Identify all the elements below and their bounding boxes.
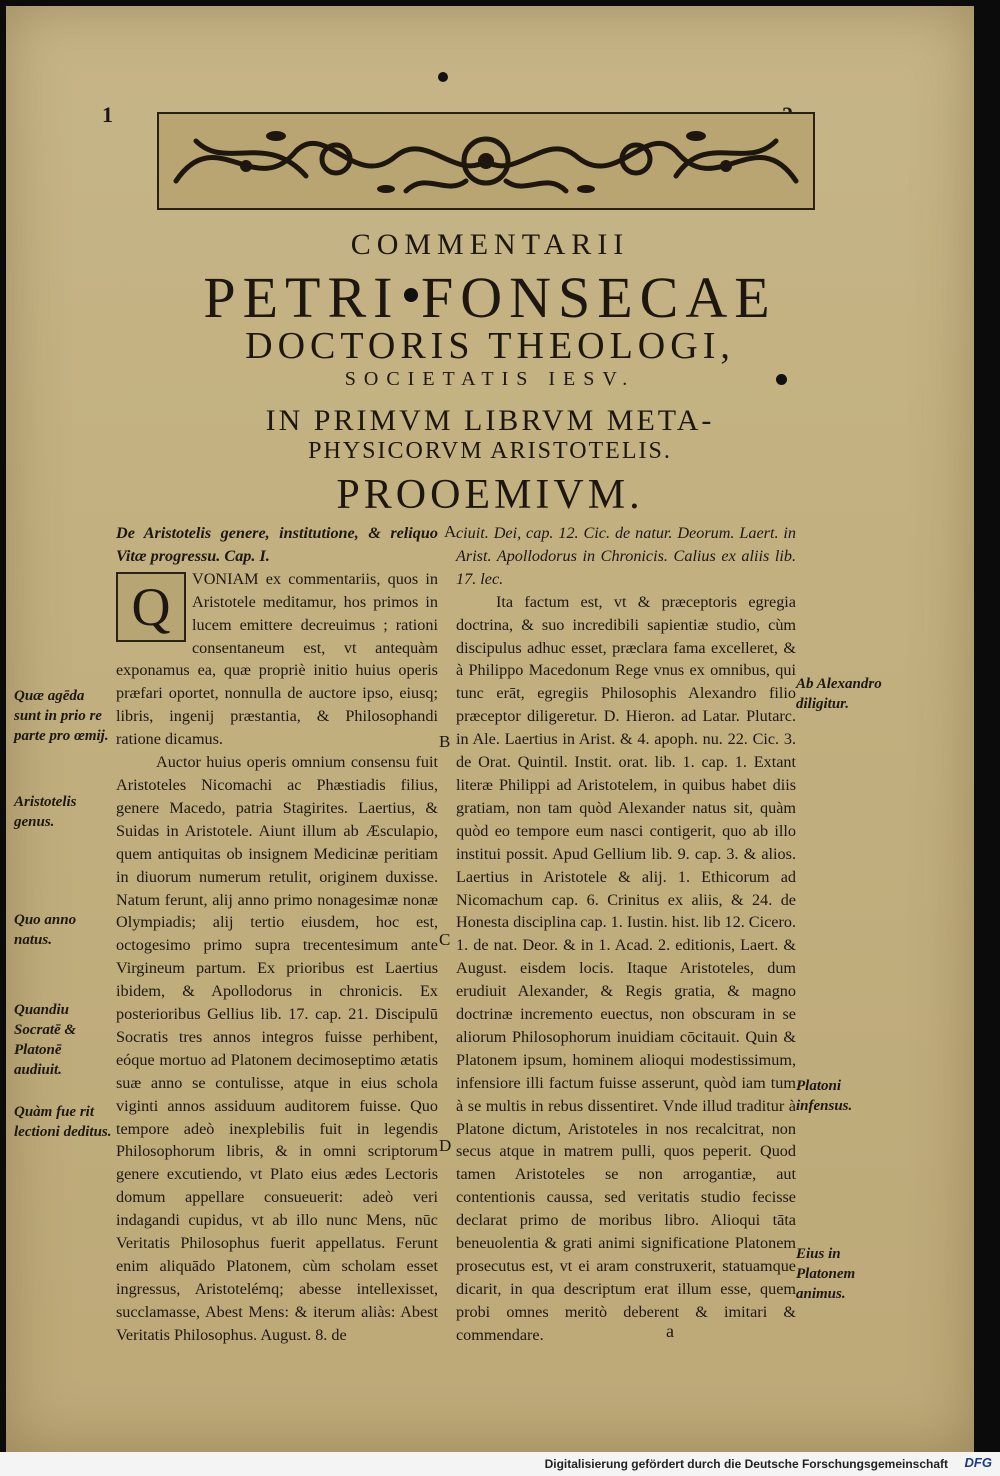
left-text-column xyxy=(116,522,438,1347)
title-author: PETRI FONSECAE xyxy=(203,265,777,330)
chapter-heading: De Aristotelis genere, institutione, & reliquo Vitæ progressu. Cap. I. xyxy=(116,524,438,565)
margin-note: Aristotelis genus. xyxy=(14,794,77,830)
right-text-column xyxy=(456,522,796,1347)
title-prooemium: PROOEMIVM. xyxy=(336,472,644,518)
paragraph: Ita factum est, vt & præceptoris egregia doctrina, & suo incredibili sapientiæ studio, cùm discipulus adhuc esset, præclara fama excelleret, & à Philippo Macedonum Rege vnus ex omnibus, qui tunc erāt, egregiis Philosophis Alexandro filio præceptor diligeretur. D. Hieron. ad Latar. Plutarc. in Ale. Laertius in Arist. & 4. apoph. nu. 22. Cic. 3. de Orat. Quintil. Instit. orat. lib. 1. cap. 1. Extant literæ Philippi ad Aristotelem, in quibus habet diis gratiam, non tam quòd Alexander natus sit, quàm quòd eo tempore eum nasci contigerit, quo ab illo institui possit. Apud Gellium lib. 9. cap. 3. & alios. Laertius in Aristotele & alij. 1. Ethicorum ad Nicomachum cap. 6. Crinitus ex aliis, & 24. de Honesta disciplina cap. 1. Iustin. hist. lib 12. Cicero. 1. de nat. Deor. & in 1. Acad. 2. editionis, Laert. & August. eisdem locis. Itaque Aristoteles, dum erudiuit Alexander, & Regis gratia, & magno doctrinæ incremento euectus, non obscuram in se aliorum Philosophorum inuidiam cōcitauit. Quin & Platonem ipsum, hominem alioqui modestissimum, infensiore illi factum fuisse asserunt, quòd iam tum à se multis in rebus dissentiret. Vnde illud traditur à Platone dictum, Aristoteles in nos recalcitrat, non secus atque in matrem pulli, quos peperit. Quod tamen Aristoteles se non arrogantiæ, aut contentionis caussa, sed veritatis studio fecisse declarat primo de moribus libro. Alioqui tāta beneuolentia & grati animi significatione Platonem prosecutus est, vt ei aram construxerit, statuamque dicarit, in qua descriptum erat illum esse, quem probi omnes meritò deberent & imitari & commendare. xyxy=(456,592,796,1344)
title-in-primum: IN PRIMVM LIBRVM META- xyxy=(265,404,715,437)
title-societatis: SOCIETATIS IESV. xyxy=(344,368,636,390)
dfg-logo: DFG xyxy=(964,1455,992,1470)
footer-bar xyxy=(0,1452,1000,1476)
footer-credit: Digitalisierung gefördert durch die Deutsche Forschungsgemeinschaft xyxy=(544,1457,948,1471)
margin-note: Eius in Platonem animus. xyxy=(796,1246,856,1302)
section-marker-b: B xyxy=(439,732,451,751)
page-number-left: 1 xyxy=(102,102,113,127)
section-marker-d: D xyxy=(439,1136,452,1155)
ornamental-headpiece xyxy=(156,111,816,211)
section-marker-c: C xyxy=(439,930,451,949)
title-physicorum: PHYSICORVM ARISTOTELIS. xyxy=(308,438,672,464)
section-marker-a: A xyxy=(444,522,457,541)
book-page xyxy=(6,6,974,1452)
citation-continuation: ciuit. Dei, cap. 12. Cic. de natur. Deorum. Laert. in Arist. Apollodorus in Chronicis. Calius ex aliis lib. 17. lec. xyxy=(456,524,796,588)
margin-note: Ab Alexandro diligitur. xyxy=(796,676,882,712)
margin-note: Quàm fue rit lectioni deditus. xyxy=(14,1104,112,1140)
paragraph: VONIAM ex commentariis, quos in Aristotele meditamur, hos primos in lucem emittere decreuimus ; rationi consentaneum est, vt antequàm exponamus ea, quæ propriè initio huius operis præfari oportet, nonnulla de auctore ipso, eiusq; libris, ingenij præstantia, & Philosophandi ratione dicamus. xyxy=(116,569,438,749)
title-commentarii: COMMENTARII xyxy=(350,228,630,261)
margin-note: Platoni infensus. xyxy=(796,1078,853,1114)
signature-mark: a xyxy=(666,1321,674,1341)
title-doctoris: DOCTORIS THEOLOGI, xyxy=(245,325,735,367)
paragraph: Auctor huius operis omnium consensu fuit Aristoteles Nicomachi ac Phæstiadis filius, genere Macedo, patria Stagirites. Laertius, & Suidas in Aristotele. Aiunt illum ab Æsculapio, quem antiquitas ob insignem Medicinæ peritiam in diuorum numerum retulit, originem duxisse. Natum ferunt, alij anno primo nonagesimæ nonæ Olympiadis; alij tertio eiusdem, hoc est, octogesimo primo supra trecentesimum ante Virgineum partum. Ex prioribus est Laertius ibidem, & Apollodorus in chronicis. Ex posterioribus Gellius lib. 17. cap. 21. Discipulū Socratis tres annos integros fuisse perhibent, eóque mortuo ad Platonem decimoseptimo ætatis suæ anno se contulisse, atque in eius schola viginti annos assiduum auditorem fuisse. Quo tempore adeò inexplebilis fuit in legendis Philosophorum libris, & in omni scriptorum genere excutiendo, vt Plato eius ædes Lectoris domum appellare consueuerit: adeò veri indagandi cupidus, vt ab illo nunc Mens, nūc Veritatis Philosophus fuerit appellatus. Ferunt enim aliquādo Platonem, cùm scholam esset ingressus, Aristotelémq; abesse intellexisset, succlamasse, Abest Mens: & iterum aliàs: Abest Veritatis Philosophus. August. 8. de xyxy=(116,753,438,1344)
page-spot xyxy=(438,72,448,82)
margin-note: Quæ agēda sunt in prio re parte pro œmij. xyxy=(14,688,109,744)
margin-note: Quo anno natus. xyxy=(14,912,77,948)
margin-note: Quandiu Socratē & Platonē audiuit. xyxy=(14,1002,77,1078)
drop-cap-initial: Q xyxy=(116,572,186,642)
